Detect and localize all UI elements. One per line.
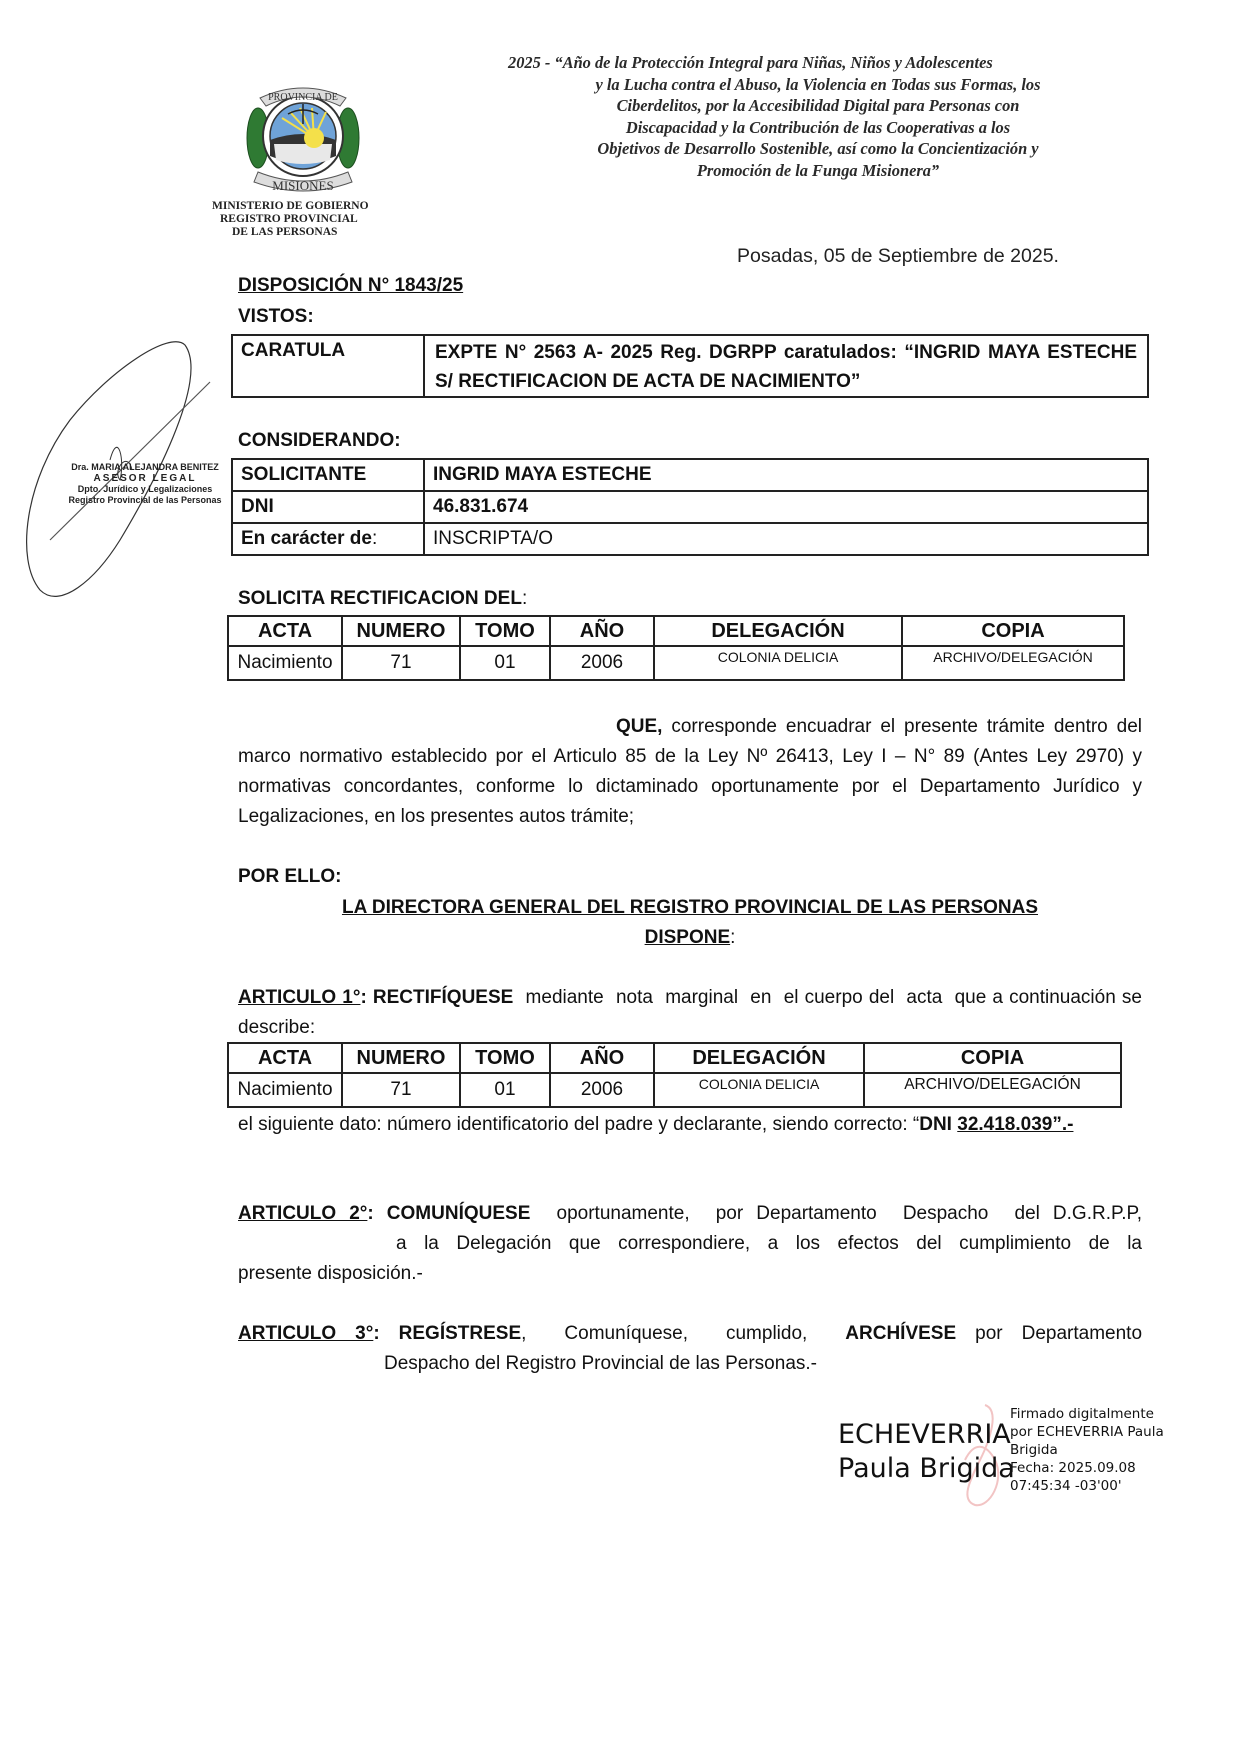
col-copia: COPIA [902,616,1124,646]
digital-signature-name [838,1418,1015,1486]
cell-acta: Nacimiento [228,1073,342,1107]
ministry-line: MINISTERIO DE GOBIERNO [212,200,369,212]
motto-line: y la Lucha contra el Abuso, la Violencia en Todas sus Formas, los [595,74,1041,94]
table-header-row [228,1043,1121,1073]
vistos-heading: VISTOS: [238,306,314,327]
caratula-table [231,334,1149,398]
signature-meta-line: Firmado digitalmente [1010,1406,1154,1422]
article-1-continuation [238,1110,1142,1140]
cell-anio: 2006 [550,1073,654,1107]
applicant-name: INGRID MAYA ESTECHE [424,459,1148,491]
col-tomo: TOMO [460,616,550,646]
article-2-text-2: a la Delegación que correspondiere, a los efectos del cumplimiento de la [396,1233,1142,1254]
cell-tomo: 01 [460,1073,550,1107]
article-3-label: ARTICULO 3° [238,1323,374,1344]
year-motto [508,52,1128,181]
cell-numero: 71 [342,646,460,680]
col-delegacion: DELEGACIÓN [654,616,902,646]
dispone-word: DISPONE [644,927,731,948]
cell-numero: 71 [342,1073,460,1107]
director-heading [238,893,1142,953]
article-1 [238,983,1206,1043]
stamp-line: ASESOR LEGAL [93,473,197,484]
motto-line: Objetivos de Desarrollo Sostenible, así como la Concientización y [597,139,1039,158]
cell-delegacion: COLONIA DELICIA [654,646,902,680]
director-line: LA DIRECTORA GENERAL DEL REGISTRO PROVINCIAL DE LAS PERSONAS [341,897,1039,918]
article-2-text-1: oportunamente, por Departamento Despacho del D.G.R.P.P, [530,1203,1142,1224]
dni-value: 46.831.674 [424,491,1148,523]
article-3-line-2: Despacho del Registro Provincial de las Personas.- [384,1353,817,1374]
article-3 [238,1319,1142,1379]
cell-delegacion: COLONIA DELICIA [654,1073,864,1107]
article-2-label: ARTICULO 2° [238,1203,368,1224]
provincial-coat-of-arms-icon [240,78,366,200]
article-3-colon: : [373,1323,399,1344]
motto-line: Discapacidad y la Contribución de las Cooperativas a los [625,117,1011,137]
article-3-tail: por Departamento [956,1323,1143,1344]
signature-meta-line: Brigida [1010,1442,1058,1458]
article-1-verb: RECTIFÍQUESE [372,987,514,1008]
solicita-colon: : [521,588,528,609]
table-row [232,459,1148,491]
cell-acta: Nacimiento [228,646,342,680]
cell-copia: ARCHIVO/DELEGACIÓN [902,646,1124,680]
signer-surname: ECHEVERRIA [838,1419,1011,1450]
applicant-table [231,458,1149,556]
applicant-label: SOLICITANTE [232,459,424,491]
col-numero: NUMERO [342,1043,460,1073]
article-2-verb: COMUNÍQUESE [386,1203,531,1224]
considerando-heading: CONSIDERANDO: [238,430,401,451]
article-1-colon: : [360,987,373,1008]
table-row [228,1073,1121,1107]
que-lead: QUE, [616,716,663,737]
dni-correct-value: 32.418.039”.- [957,1114,1074,1135]
acta-table-rectify [227,1042,1122,1108]
caratula-label: CARATULA [232,335,424,397]
cell-tomo: 01 [460,646,550,680]
stamp-line: Registro Provincial de las Personas [68,495,222,505]
dispone-colon: : [730,927,736,948]
table-row [232,491,1148,523]
article-1-after-text: el siguiente dato: número identificatorio del padre y declarante, siendo correcto: “ [238,1114,920,1135]
col-delegacion: DELEGACIÓN [654,1043,864,1073]
role-label-colon: : [371,528,378,549]
col-acta: ACTA [228,616,342,646]
que-body: corresponde encuadrar el presente trámite dentro del marco normativo establecido por el Articulo 85 de la Ley Nº 26413, Ley I – N° 89 (Antes Ley 2970) y normativas concordantes, conforme lo dictaminado oportunamente por el Departamento Jurídico y Legalizaciones, en los presentes autos trámite; [238,716,1142,827]
dni-correct-label: DNI [919,1114,952,1135]
article-1-label: ARTICULO 1° [238,987,361,1008]
motto-line: Promoción de la Funga Misionera” [696,160,940,180]
que-text [238,712,1142,832]
article-3-verb-2: ARCHÍVESE [845,1323,957,1344]
que-paragraph [238,712,1142,832]
col-acta: ACTA [228,1043,342,1073]
motto-line: 2025 - “Año de la Protección Integral para Niñas, Niños y Adolescentes [508,53,993,72]
svg-text:PROVINCIA DE: PROVINCIA DE [268,92,338,103]
disposition-title: DISPOSICIÓN N° 1843/25 [238,275,464,296]
ministry-line: DE LAS PERSONAS [232,226,338,238]
cell-copia: ARCHIVO/DELEGACIÓN [864,1073,1121,1107]
caratula-value: EXPTE N° 2563 A- 2025 Reg. DGRPP caratulados: “INGRID MAYA ESTECHE S/ RECTIFICACION DE ACTA DE NACIMIENTO” [424,335,1148,397]
solicita-heading [238,588,527,610]
solicita-label: SOLICITA RECTIFICACION DEL [238,588,522,609]
acta-table-request [227,615,1125,681]
table-row [232,523,1148,555]
article-2-colon: : [367,1203,387,1224]
article-1-text: mediante nota marginal en el cuerpo del acta que a continuación se describe: [238,987,1206,1038]
role-label-bold: En carácter de [241,528,372,549]
article-3-verb-1: REGÍSTRESE [398,1323,522,1344]
ministry-line: REGISTRO PROVINCIAL [220,213,358,225]
motto-line: Ciberdelitos, por la Accesibilidad Digital para Personas con [616,96,1020,115]
col-copia: COPIA [864,1043,1121,1073]
por-ello-heading: POR ELLO: [238,866,342,887]
document-date: Posadas, 05 de Septiembre de 2025. [737,245,1059,267]
article-3-mid: , Comuníquese, cumplido, [521,1323,846,1344]
signature-meta-line: por ECHEVERRIA Paula [1010,1424,1164,1440]
dni-label: DNI [232,491,424,523]
article-2 [238,1199,1142,1289]
signature-meta-line: Fecha: 2025.09.08 [1010,1460,1136,1476]
digital-signature-details [1010,1405,1164,1495]
provincial-crest [240,78,366,200]
col-anio: AÑO [550,1043,654,1073]
col-tomo: TOMO [460,1043,550,1073]
signature-meta-line: 07:45:34 -03'00' [1010,1478,1122,1494]
article-2-text-3: presente disposición.- [238,1263,423,1284]
table-header-row [228,616,1124,646]
role-label [232,523,424,555]
stamp-line: Dpto. Jurídico y Legalizaciones [77,484,213,494]
col-numero: NUMERO [342,616,460,646]
cell-anio: 2006 [550,646,654,680]
role-value: INSCRIPTA/O [424,523,1148,555]
signer-given-name: Paula Brigida [838,1453,1015,1484]
stamp-line: Dra. MARIA ALEJANDRA BENITEZ [71,462,219,472]
ministry-heading [200,200,400,239]
svg-text:MISIONES: MISIONES [272,178,334,193]
legal-advisor-stamp [60,462,230,506]
table-row [232,335,1148,397]
table-row [228,646,1124,680]
col-anio: AÑO [550,616,654,646]
